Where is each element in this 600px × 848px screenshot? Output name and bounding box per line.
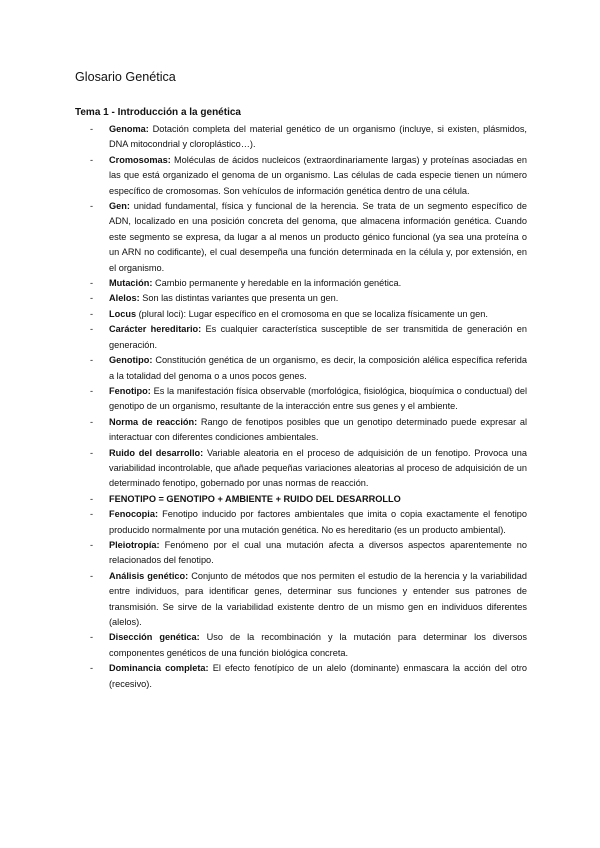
glossary-definition: Cambio permanente y heredable en la información genética.: [154, 278, 402, 289]
glossary-definition: Es cualquier característica susceptible de ser transmitida de generación en generación.: [109, 324, 527, 350]
bullet-dash: -: [90, 447, 94, 458]
glossary-term: Pleiotropía:: [109, 539, 160, 550]
bullet-dash: -: [90, 663, 94, 674]
glossary-term: Genoma:: [109, 124, 149, 134]
glossary-entry: [75, 153, 527, 199]
glossary-term: Fenocopia:: [109, 509, 159, 520]
glossary-term: Ruido del desarrollo:: [109, 447, 204, 458]
bullet-dash: -: [90, 570, 94, 581]
glossary-term: Gen:: [109, 201, 130, 212]
glossary-definition: Es la manifestación física observable (morfológica, fisiológica, bioquímica o conductual) del genotipo de un organismo, resultante de la interacción entre sus genes y el ambiente.: [109, 385, 527, 412]
glossary-definition: Constitución genética de un organismo, es decir, la composición alélica específica referida a la totalidad del genoma o a unos pocos genes.: [109, 355, 527, 381]
bullet-dash: -: [90, 493, 94, 504]
bullet-dash: -: [90, 278, 94, 289]
glossary-entry: [75, 276, 527, 291]
formula-text: FENOTIPO = GENOTIPO + AMBIENTE + RUIDO DEL DESARROLLO: [109, 493, 401, 504]
glossary-entry: [75, 446, 527, 492]
glossary-term: Cromosomas:: [109, 154, 171, 165]
bullet-dash: -: [90, 201, 94, 212]
glossary-entry: [75, 569, 527, 631]
glossary-term: Norma de reacción:: [109, 416, 198, 427]
bullet-dash: -: [90, 385, 94, 396]
glossary-term: Alelos:: [109, 293, 140, 304]
glossary-entry: [75, 322, 527, 353]
glossary-definition: (plural loci): Lugar específico en el cromosoma en que se localiza físicamente un gen.: [138, 308, 488, 319]
glossary-term: Mutación:: [109, 278, 153, 289]
glossary-definition: Conjunto de métodos que nos permiten el estudio de la herencia y la variabilidad entre individuos, para identificar genes, determinar sus funciones y entender sus patrones de transmisión. Se sirve de la variabilidad existente dentro de un mismo gen en individuos diferentes (alelos).: [109, 570, 528, 627]
bullet-dash: -: [90, 124, 94, 134]
glossary-definition: Variable aleatoria en el proceso de adquisición de un fenotipo. Provoca una variabilidad incontrolable, que añade pequeñas variaciones aleatorias al proceso de adquisición de un determinado fenotipo, gobernado por unas normas de reacción.: [109, 447, 528, 489]
bullet-dash: -: [90, 308, 94, 319]
bullet-dash: -: [90, 539, 94, 550]
topic-heading: Tema 1 - Introducción a la genética: [75, 107, 241, 118]
bullet-dash: -: [90, 416, 94, 427]
glossary-entry: [75, 353, 527, 384]
glossary-definition: Uso de la recombinación y la mutación para determinar los diversos componentes genéticos de una función biológica concreta.: [109, 632, 527, 658]
glossary-definition: El efecto fenotípico de un alelo (dominante) enmascara la acción del otro (recesivo).: [109, 663, 527, 689]
glossary-entry: [75, 538, 527, 569]
glossary-definition: Fenómeno por el cual una mutación afecta a diversos aspectos aparentemente no relacionados del fenotipo.: [109, 539, 527, 566]
glossary-definition: Rango de fenotipos posibles que un genotipo determinado puede expresar al interactuar con diferentes condiciones ambientales.: [109, 416, 527, 443]
glossary-term: Fenotipo:: [109, 385, 151, 396]
bullet-dash: -: [90, 632, 94, 643]
glossary-entry: [75, 492, 527, 507]
bullet-dash: -: [90, 355, 94, 366]
glossary-definition: Moléculas de ácidos nucleicos (extraordinariamente largas) y proteínas asociadas en las que está organizado el genoma de un organismo. Las células de cada especie tienen un número específico de cromosomas. Son vehículos de información genética dentro de una célula.: [109, 154, 527, 196]
glossary-definition: Son las distintas variantes que presenta un gen.: [142, 293, 339, 304]
glossary-term: Análisis genético:: [109, 570, 189, 581]
glossary-list: [75, 122, 527, 692]
document-title: Glosario Genética: [75, 70, 176, 84]
glossary-entry: [75, 199, 527, 276]
glossary-entry: [75, 384, 527, 415]
glossary-entry: [75, 291, 527, 306]
glossary-entry: [75, 122, 527, 153]
glossary-entry: [75, 661, 527, 692]
glossary-entry: [75, 307, 527, 322]
bullet-dash: -: [90, 509, 94, 520]
glossary-entry: [75, 507, 527, 538]
glossary-definition: Dotación completa del material genético de un organismo (incluye, si existen, plásmidos, DNA mitocondrial y cloroplástico…).: [109, 124, 527, 150]
bullet-dash: -: [90, 154, 94, 165]
glossary-definition: unidad fundamental, física y funcional de la herencia. Se trata de un segmento específico de ADN, localizado en una posición concreta del genoma, que almacena información genética. Cuando este segmento se expresa, da lugar a al menos un producto génico funcional (ya sea una proteína o un ARN no codificante), el cual desempeña una función determinada en la célula y, por extensión, en el organismo.: [109, 201, 527, 273]
glossary-entry: [75, 415, 527, 446]
glossary-term: Carácter hereditario:: [109, 324, 202, 335]
glossary-term: Disección genética:: [109, 632, 200, 643]
glossary-definition: Fenotipo inducido por factores ambientales que imita o copia exactamente el fenotipo producido normalmente por una mutación genética. No es hereditario (es un producto ambiental).: [109, 509, 527, 535]
glossary-term: Genotipo:: [109, 355, 153, 366]
glossary-term: Locus: [109, 308, 137, 319]
glossary-term: Dominancia completa:: [109, 663, 209, 674]
bullet-dash: -: [90, 324, 94, 335]
glossary-entry: [75, 630, 527, 661]
bullet-dash: -: [90, 293, 94, 304]
